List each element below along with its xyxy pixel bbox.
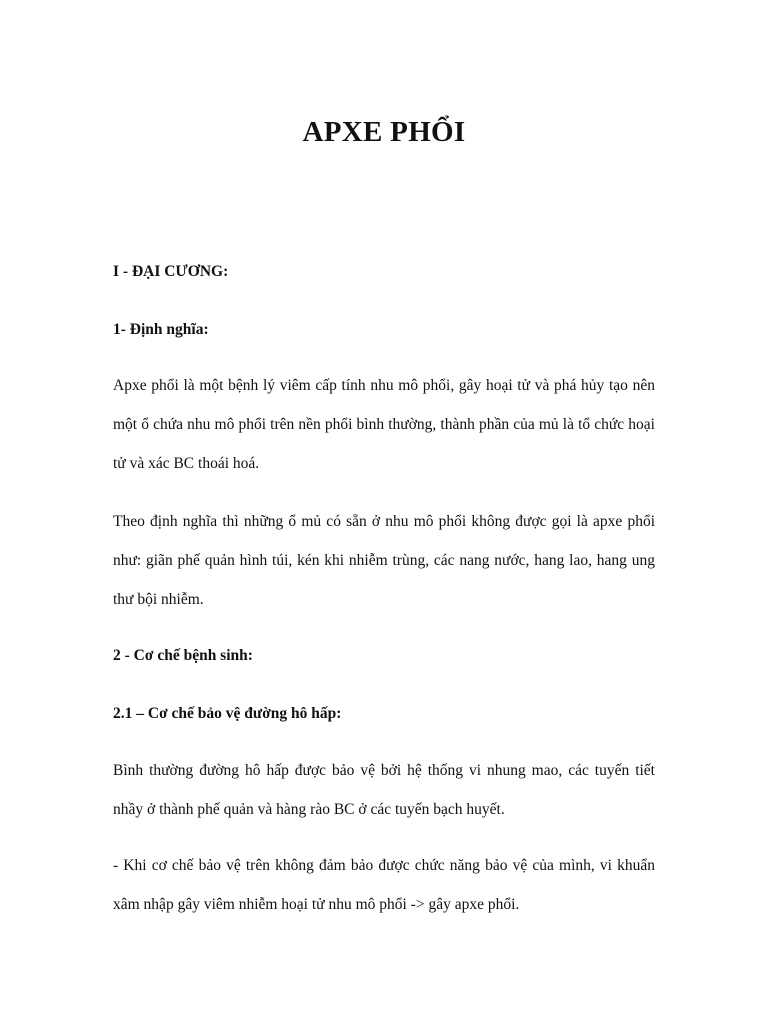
paragraph-normal-defense: Bình thường đường hô hấp được bảo vệ bởi hệ thống vi nhung mao, các tuyến tiết nhầy ở thành phế quản và hàng rào BC ở các tuyến bạch huyết. (113, 762, 655, 818)
subheading-co-che-bao-ve: 2.1 – Cơ chế bảo vệ đường hô hấp: (113, 705, 342, 722)
subheading-co-che-benh-sinh: 2 - Cơ chế bệnh sinh: (113, 647, 253, 664)
paragraph-exclusions: Theo định nghĩa thì những ổ mủ có sẵn ở nhu mô phổi không được gọi là apxe phổi như: giãn phế quản hình túi, kén khi nhiễm trùng, các nang nước, hang lao, hang ung thư bội nhiễm. (113, 513, 655, 608)
paragraph-defense-failure: - Khi cơ chế bảo vệ trên không đảm bảo được chức năng bảo vệ của mình, vi khuẩn xâm nhập gây viêm nhiễm hoại tử nhu mô phổi -> gây apxe phổi. (113, 857, 655, 913)
paragraph-definition: Apxe phổi là một bệnh lý viêm cấp tính nhu mô phổi, gây hoại tử và phá hủy tạo nên một ổ chứa nhu mô phổi trên nền phổi bình thường, thành phần của mủ là tổ chức hoại tử và xác BC thoái hoá. (113, 377, 655, 472)
document-title: APXE PHỔI (302, 116, 466, 148)
subheading-dinh-nghia: 1- Định nghĩa: (113, 321, 209, 338)
section-heading-dai-cuong: I - ĐẠI CƯƠNG: (113, 263, 229, 280)
